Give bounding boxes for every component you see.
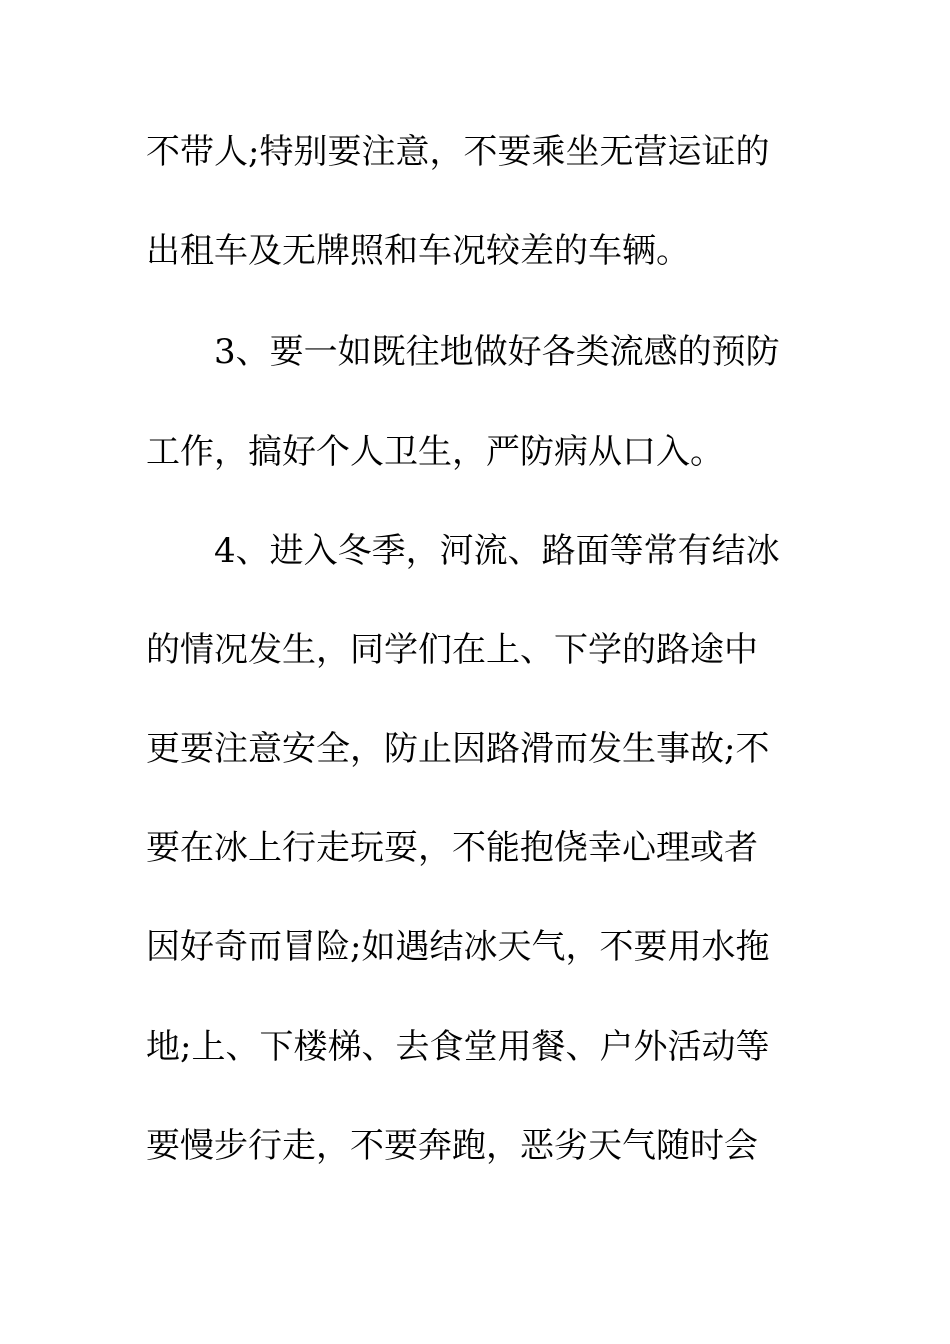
text-line-1: 不带人;特别要注意，不要乘坐无营运证的 [146, 132, 770, 172]
paragraph-4-line-1: 4、进入冬季，河流、路面等常有结冰 [214, 531, 780, 571]
text-line-11: 要慢步行走，不要奔跑，恶劣天气随时会 [146, 1126, 758, 1166]
text-line-4: 工作，搞好个人卫生，严防病从口入。 [146, 432, 724, 472]
text-line-2: 出租车及无牌照和车况较差的车辆。 [146, 231, 690, 271]
text-line-7: 更要注意安全，防止因路滑而发生事故;不 [146, 729, 770, 769]
paragraph-3-line-1: 3、要一如既往地做好各类流感的预防 [214, 332, 780, 372]
text-line-9: 因好奇而冒险;如遇结冰天气，不要用水拖 [146, 927, 770, 967]
text-line-6: 的情况发生，同学们在上、下学的路途中 [146, 630, 758, 670]
text-line-10: 地;上、下楼梯、去食堂用餐、户外活动等 [146, 1027, 770, 1067]
text-line-8: 要在冰上行走玩耍，不能抱侥幸心理或者 [146, 828, 758, 868]
